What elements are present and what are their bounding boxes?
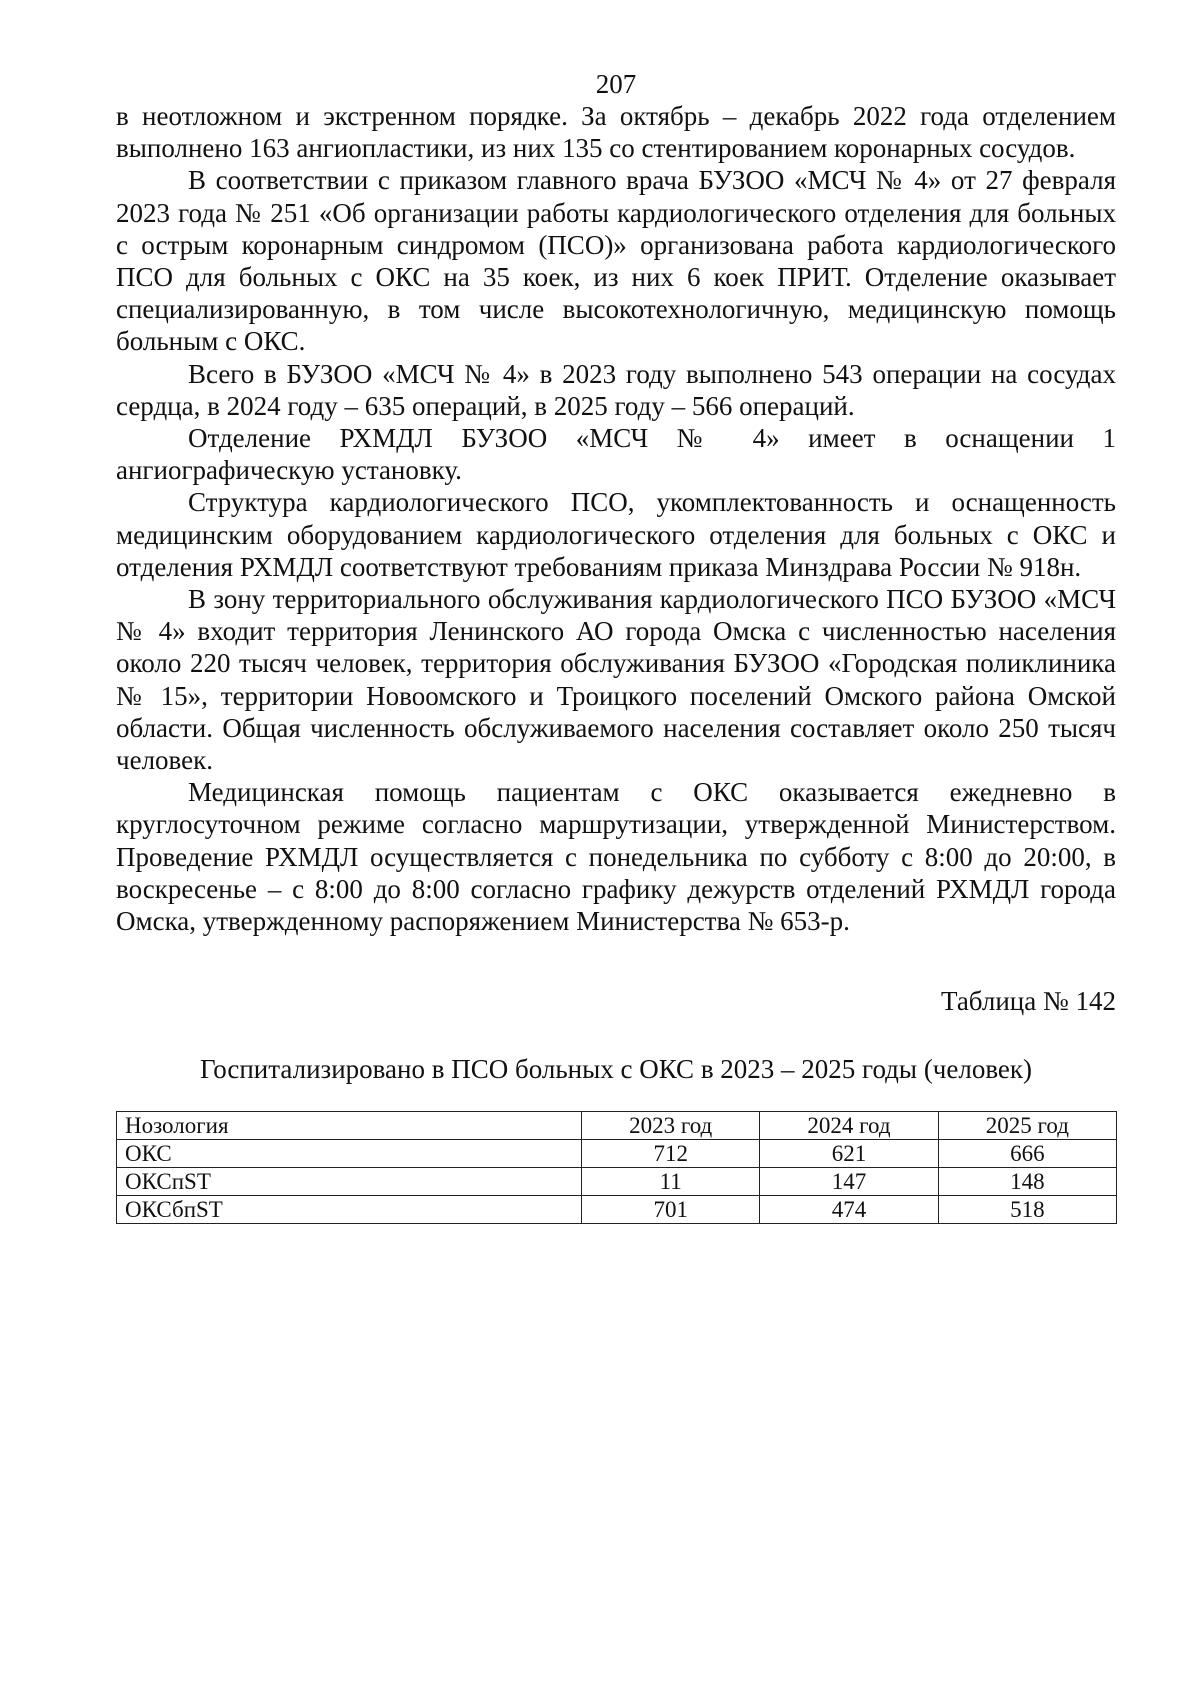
table-label: Таблица № 142 <box>941 986 1116 1017</box>
cell-nosology: ОКС <box>117 1140 582 1168</box>
document-page <box>116 68 1116 1224</box>
paragraph-service-zone: В зону территориального обслуживания кардиологического ПСО БУЗОО «МСЧ № 4» входит территория Ленинского АО города Омска с численностью населения около 220 тысяч человек, территория обслуживания БУЗОО «Городская поликлиника № 15», территории Новоомского и Троицкого поселений Омского района Омской области. Общая численность обслуживаемого населения составляет около 250 тысяч человек. <box>116 584 1116 776</box>
table-header-row <box>117 1112 1117 1140</box>
cell-nosology: ОКСбпST <box>117 1196 582 1224</box>
cell-2023: 712 <box>582 1140 760 1168</box>
table-row <box>117 1168 1117 1196</box>
cell-2023: 701 <box>582 1196 760 1224</box>
cell-2023: 11 <box>582 1168 760 1196</box>
paragraph-order: В соответствии с приказом главного врача БУЗОО «МСЧ № 4» от 27 февраля 2023 года № 251 «Об организации работы кардиологического отделения для больных с острым коронарным синдромом (ПСО)» организована работа кардиологического ПСО для больных с ОКС на 35 коек, из них 6 коек ПРИТ. Отделение оказывает специализированную, в том числе высокотехнологичную, медицинскую помощь больным с ОКС. <box>116 165 1116 357</box>
cell-2024: 621 <box>760 1140 938 1168</box>
page-number: 207 <box>595 69 637 99</box>
header-nosology: Нозология <box>117 1112 582 1140</box>
table-row <box>117 1196 1117 1224</box>
cell-2024: 147 <box>760 1168 938 1196</box>
table-row <box>117 1140 1117 1168</box>
cell-2024: 474 <box>760 1196 938 1224</box>
header-2023: 2023 год <box>582 1112 760 1140</box>
paragraph-operations: Всего в БУЗОО «МСЧ № 4» в 2023 году выполнено 543 операции на сосудах сердца, в 2024 году – 635 операций, в 2025 году – 566 операций. <box>116 358 1116 421</box>
paragraph-schedule: Медицинская помощь пациентам с ОКС оказывается ежедневно в круглосуточном режиме согласно маршрутизации, утвержденной Министерством. Проведение РХМДЛ осуществляется с понедельника по субботу с 8:00 до 20:00, в воскресенье – с 8:00 до 8:00 согласно графику дежурств отделений РХМДЛ города Омска, утвержденному распоряжением Министерства № 653-р. <box>116 777 1116 937</box>
cell-2025: 666 <box>938 1140 1116 1168</box>
hospitalization-table <box>116 1111 1117 1224</box>
header-2025: 2025 год <box>938 1112 1116 1140</box>
table-title: Госпитализировано в ПСО больных с ОКС в 2023 – 2025 годы (человек) <box>199 1054 1033 1085</box>
paragraph-continuation: в неотложном и экстренном порядке. За октябрь – декабрь 2022 года отделением выполнено 163 ангиопластики, из них 135 со стентированием коронарных сосудов. <box>116 101 1116 164</box>
paragraph-equipment: Отделение РХМДЛ БУЗОО «МСЧ № 4» имеет в оснащении 1 ангиографическую установку. <box>116 423 1116 486</box>
cell-nosology: ОКСпST <box>117 1168 582 1196</box>
header-2024: 2024 год <box>760 1112 938 1140</box>
cell-2025: 518 <box>938 1196 1116 1224</box>
paragraph-structure: Структура кардиологического ПСО, укомплектованность и оснащенность медицинским оборудованием кардиологического отделения для больных с ОКС и отделения РХМДЛ соответствуют требованиям приказа Минздрава России № 918н. <box>116 487 1116 582</box>
cell-2025: 148 <box>938 1168 1116 1196</box>
